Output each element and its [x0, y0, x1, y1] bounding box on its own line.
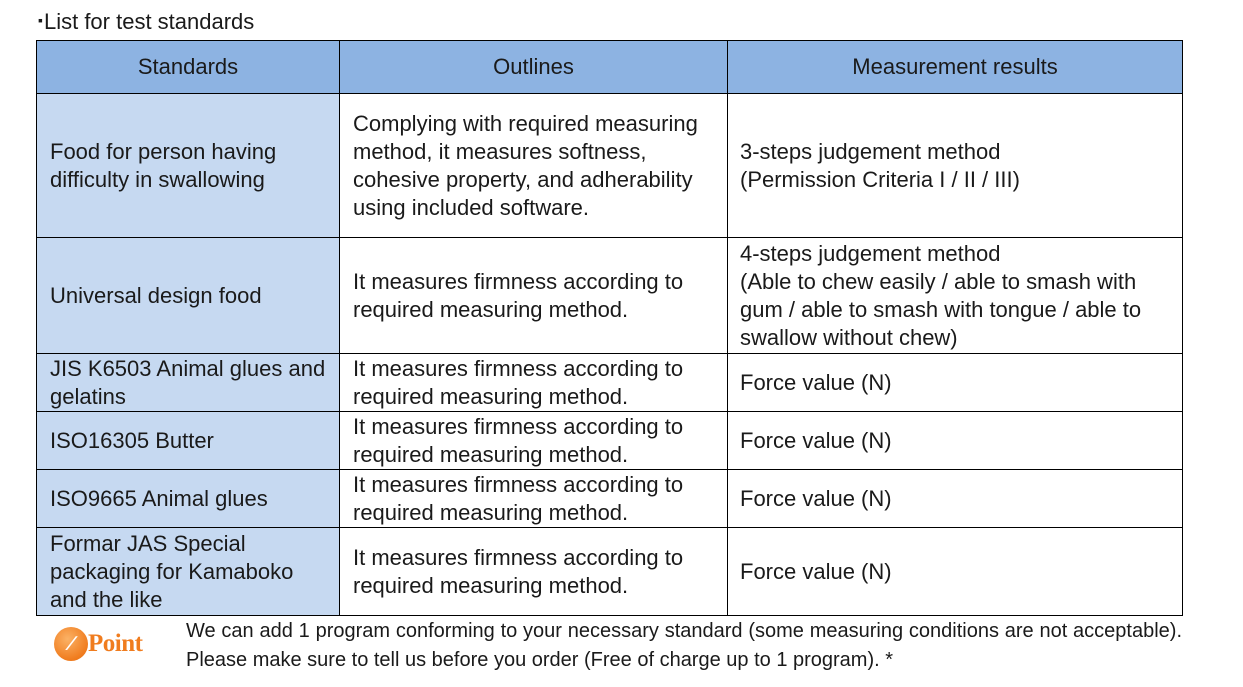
standard-cell: Universal design food	[37, 238, 340, 354]
table-row	[37, 238, 1183, 354]
result-cell	[728, 238, 1183, 354]
outline-cell: Complying with required measuring method, it measures softness, cohesive property, and adherability using included software.	[340, 94, 728, 238]
result-line: (Permission Criteria I / II / III)	[740, 166, 1020, 192]
result-line: (Able to chew easily / able to smash with gum / able to smash with tongue / able to swallow without chew)	[740, 268, 1142, 350]
section-heading	[38, 6, 254, 36]
table-row	[37, 528, 1183, 616]
standard-cell: ISO16305 Butter	[37, 412, 340, 470]
outline-cell: It measures firmness according to required measuring method.	[340, 354, 728, 412]
result-cell	[728, 354, 1183, 412]
outline-cell: It measures firmness according to required measuring method.	[340, 528, 728, 616]
standard-cell: ISO9665 Animal glues	[37, 470, 340, 528]
section-title: List for test standards	[43, 9, 255, 34]
result-cell	[728, 94, 1183, 238]
result-cell	[728, 470, 1183, 528]
outline-cell: It measures firmness according to required measuring method.	[340, 412, 728, 470]
column-header-outlines: Outlines	[340, 41, 728, 94]
column-header-standards: Standards	[37, 41, 340, 94]
point-badge	[52, 625, 152, 663]
bullet-icon: ▪	[38, 12, 43, 28]
table-row	[37, 412, 1183, 470]
result-cell	[728, 528, 1183, 616]
result-line: Force value (N)	[740, 427, 892, 453]
result-cell	[728, 412, 1183, 470]
outline-cell: It measures firmness according to required measuring method.	[340, 470, 728, 528]
table-row	[37, 470, 1183, 528]
standard-cell: Food for person having difficulty in swallowing	[37, 94, 340, 238]
outline-cell: It measures firmness according to required measuring method.	[340, 238, 728, 354]
result-line: Force value (N)	[740, 485, 892, 511]
standards-table	[36, 40, 1183, 616]
table-row	[37, 354, 1183, 412]
result-line: 3-steps judgement method	[740, 138, 1001, 164]
point-label: Point	[88, 630, 143, 657]
result-line: 4-steps judgement method	[740, 240, 1001, 266]
column-header-measurement-results: Measurement results	[728, 41, 1183, 94]
point-note: We can add 1 program conforming to your necessary standard (some measuring conditions are not acceptable). Please make sure to tell us before you order (Free of charge up to 1 program). *	[186, 620, 1182, 671]
table-row	[37, 94, 1183, 238]
standard-cell: JIS K6503 Animal glues and gelatins	[37, 354, 340, 412]
result-line: Force value (N)	[740, 558, 892, 584]
pencil-icon: ∕	[54, 627, 88, 661]
result-line: Force value (N)	[740, 369, 892, 395]
standard-cell: Formar JAS Special packaging for Kamaboko and the like	[37, 528, 340, 616]
table-header-row	[37, 41, 1183, 94]
